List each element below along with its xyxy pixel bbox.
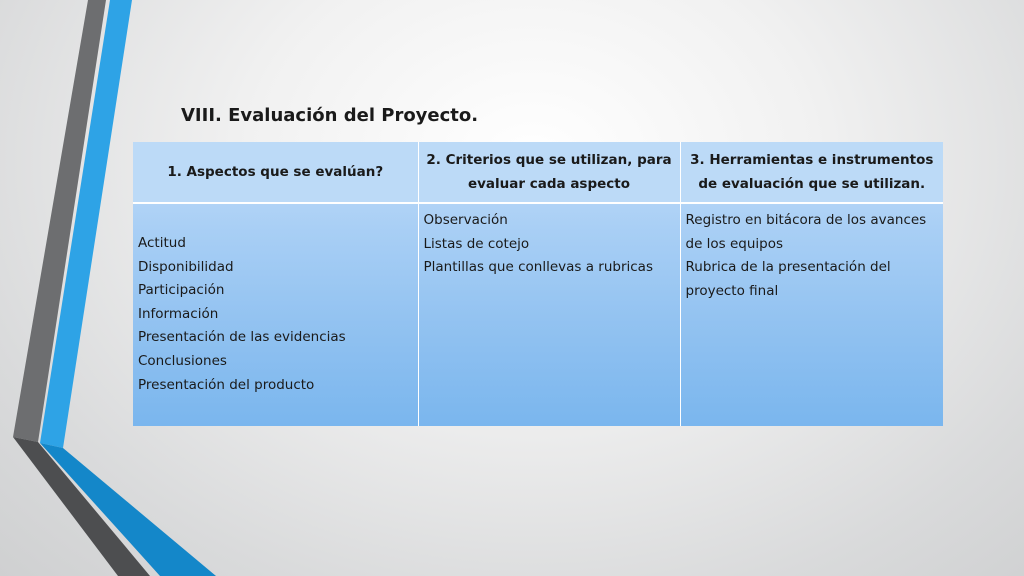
aspects-cell — [133, 203, 418, 426]
header-criteria — [418, 142, 680, 203]
header-aspects-line: 1. Aspectos que se evalúan? — [167, 164, 384, 180]
tools-cell — [680, 203, 943, 426]
criteria-item: Plantillas que conllevas a rubricas — [423, 259, 653, 276]
evaluation-table — [133, 142, 943, 426]
aspect-item: Información — [138, 305, 219, 322]
tools-line: de los equipos — [685, 235, 784, 252]
header-tools-line: de evaluación que se utilizan. — [698, 176, 926, 192]
header-criteria-line: 2. Criterios que se utilizan, para — [426, 152, 672, 168]
header-aspects — [133, 142, 418, 203]
aspect-item: Participación — [138, 282, 225, 299]
header-criteria-line: evaluar cada aspecto — [467, 176, 631, 192]
aspect-item: Presentación del producto — [138, 376, 315, 393]
tools-line: proyecto final — [685, 282, 779, 299]
criteria-cell — [418, 203, 680, 426]
aspect-item: Actitud — [138, 235, 186, 251]
slide-title: VIII. Evaluación del Proyecto. — [181, 105, 479, 126]
criteria-item: Observación — [423, 212, 508, 228]
table-header-row — [133, 142, 943, 203]
tools-line: Registro en bitácora de los avances — [685, 212, 927, 228]
header-tools-line: 3. Herramientas e instrumentos — [690, 152, 934, 168]
aspect-item: Presentación de las evidencias — [138, 329, 346, 346]
header-tools — [680, 142, 943, 203]
aspect-item: Conclusiones — [138, 352, 227, 369]
criteria-item: Listas de cotejo — [423, 235, 530, 252]
tools-line: Rubrica de la presentación del — [685, 259, 891, 276]
aspect-item: Disponibilidad — [138, 258, 234, 275]
table-row — [133, 203, 943, 426]
